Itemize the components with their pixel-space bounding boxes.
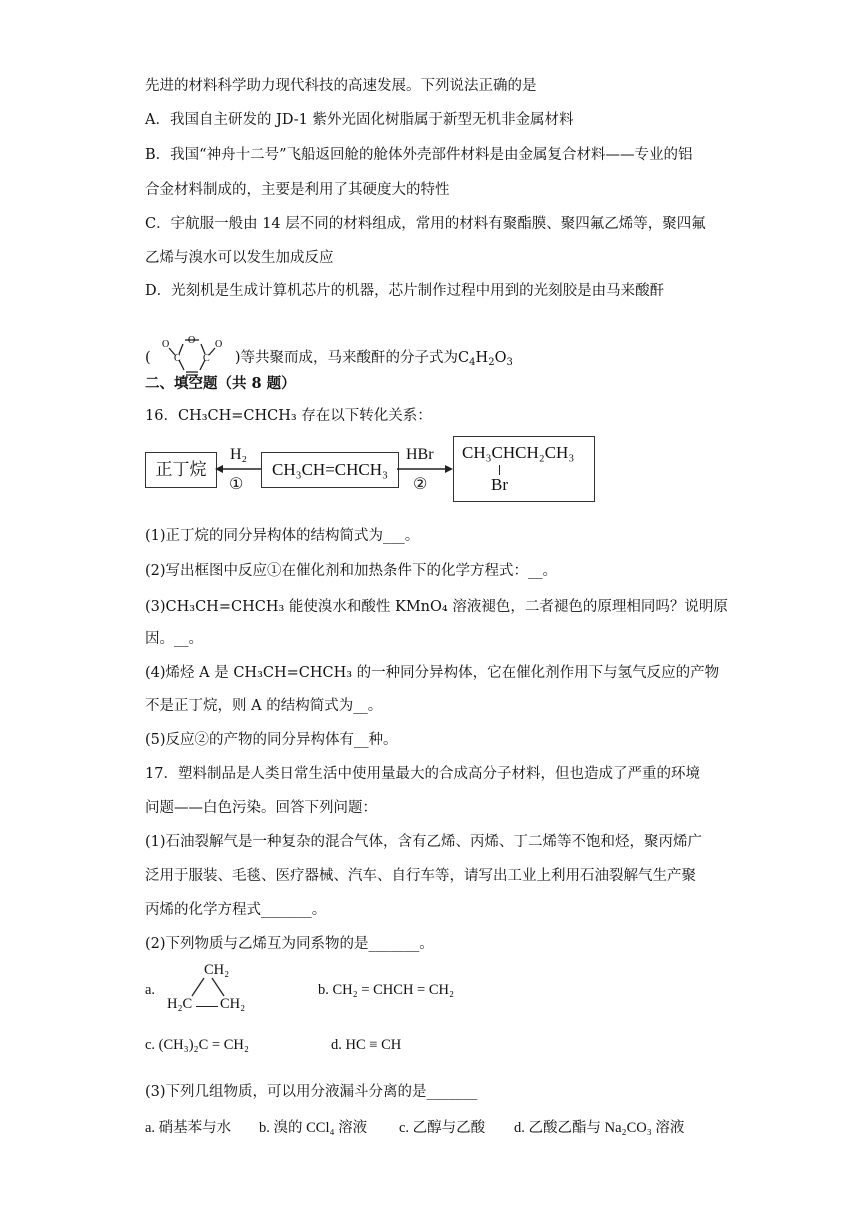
svg-text:C: C	[174, 353, 181, 364]
formula-h: H	[475, 350, 489, 366]
svg-text:O: O	[162, 339, 170, 350]
q16-stem: 16．CH₃CH=CHCH₃ 存在以下转化关系：	[145, 408, 432, 424]
q17-option-a-label: a.	[145, 982, 156, 998]
svg-text:O: O	[188, 335, 196, 346]
box-2-bromobutane	[453, 436, 595, 502]
q15-option-a: A．我国自主研发的 JD-1 紫外光固化树脂属于新型无机非金属材料	[145, 112, 574, 128]
cyclopropane-right: CH₂	[220, 996, 246, 1012]
section-title: 二、填空题（共 8 题）	[145, 375, 296, 392]
q16-part-4-line1: (4)烯烃 A 是 CH₃CH=CHCH₃ 的一种同分异构体，它在催化剂作用下与氢气反应的产物	[145, 665, 720, 681]
q16-part-5: (5)反应②的产物的同分异构体有__种。	[145, 732, 398, 748]
cyclopropane-left: H₂C	[167, 996, 193, 1012]
arrow-1-reagent: H₂	[230, 446, 248, 463]
q15-option-b-line2: 合金材料制成的，主要是利用了其硬度大的特性	[145, 182, 450, 198]
q16-part-2: (2)写出框图中反应①在催化剂和加热条件下的化学方程式：__。	[145, 563, 558, 579]
svg-text:O: O	[215, 339, 223, 350]
box-2-bromobutane-formula: CH₃CHCH₂CH₃	[462, 443, 575, 462]
box-2-butene	[261, 452, 399, 488]
q17-part-1-line2: 泛用于服装、毛毯、医疗器械、汽车、自行车等，请写出工业上利用石油裂解气生产聚	[145, 868, 696, 884]
q17-part-2: (2)下列物质与乙烯互为同系物的是_______。	[145, 936, 434, 952]
formula-c: C	[458, 350, 470, 366]
formula-o-sub: 3	[506, 357, 513, 368]
cyclopropane-bottom-bond	[196, 1006, 218, 1007]
q15-option-d-line1: D．光刻机是生成计算机芯片的机器，芯片制作过程中用到的光刻胶是由马来酸酐	[145, 283, 665, 299]
q17-part-3: (3)下列几组物质，可以用分液漏斗分离的是_______	[145, 1084, 478, 1100]
q17-part-3-option-d: d. 乙酸乙酯与 Na₂CO₃ 溶液	[514, 1120, 685, 1136]
arrow-2-reagent: HBr	[406, 446, 434, 463]
q17-part-1-line3: 丙烯的化学方程式_______。	[145, 902, 327, 918]
q16-part-3-line1: (3)CH₃CH=CHCH₃ 能使溴水和酸性 KMnO₄ 溶液褪色，二者褪色的原理相同吗？说明原	[145, 599, 728, 615]
q16-part-3-line2: 因。__。	[145, 631, 203, 647]
q15-stem: 先进的材料科学助力现代科技的高速发展。下列说法正确的是	[145, 78, 537, 94]
q15-close-paren-text: )等共聚而成，马来酸酐的分子式为	[234, 350, 459, 366]
q17-stem-line2: 问题——白色污染。回答下列问题：	[145, 800, 377, 816]
q17-option-c: c. (CH₃)₂C = CH₂	[145, 1037, 249, 1053]
formula-c-sub: 4	[469, 357, 476, 368]
q15-option-c-line1: C．宇航服一般由 14 层不同的材料组成，常用的材料有聚酯膜、聚四氟乙烯等，聚四氟	[145, 216, 706, 232]
arrow-1-step: ①	[229, 476, 244, 493]
box-butane-label: 正丁烷	[155, 460, 207, 479]
q16-part-1: (1)正丁烷的同分异构体的结构简式为___。	[145, 528, 420, 544]
cyclopropane-top: CH₂	[204, 962, 230, 978]
q17-part-3-option-a: a. 硝基苯与水	[145, 1120, 232, 1136]
q17-part-1-line1: (1)石油裂解气是一种复杂的混合气体，含有乙烯、丙烯、丁二烯等不饱和烃，聚丙烯广	[145, 834, 703, 850]
q17-part-3-option-c: c. 乙醇与乙酸	[399, 1120, 486, 1136]
q15-option-c-line2: 乙烯与溴水可以发生加成反应	[145, 250, 334, 266]
q17-part-3-option-b: b. 溴的 CCl₄ 溶液	[259, 1120, 368, 1136]
box-2-bromobutane-br: Br	[491, 475, 508, 494]
q16-part-4-line2: 不是正丁烷，则 A 的结构简式为__。	[145, 698, 383, 714]
formula-h-sub: 2	[488, 357, 495, 368]
formula-o: O	[494, 350, 507, 366]
q15-option-b-line1: B．我国“神舟十二号”飞船返回舱的舱体外壳部件材料是由金属复合材料——专业的铝	[145, 147, 693, 163]
arrow-2-step: ②	[413, 476, 428, 493]
q15-open-paren: (	[145, 350, 151, 366]
q17-stem-line1: 17．塑料制品是人类日常生活中使用量最大的合成高分子材料，但也造成了严重的环境	[145, 766, 700, 782]
svg-text:C: C	[203, 353, 210, 364]
bond-line	[499, 465, 500, 475]
box-butane	[145, 452, 217, 488]
q17-option-d: d. HC ≡ CH	[331, 1037, 402, 1053]
box-2-butene-label: CH₃CH=CHCH₃	[272, 460, 388, 479]
q17-option-b: b. CH₂ = CHCH = CH₂	[318, 982, 455, 998]
